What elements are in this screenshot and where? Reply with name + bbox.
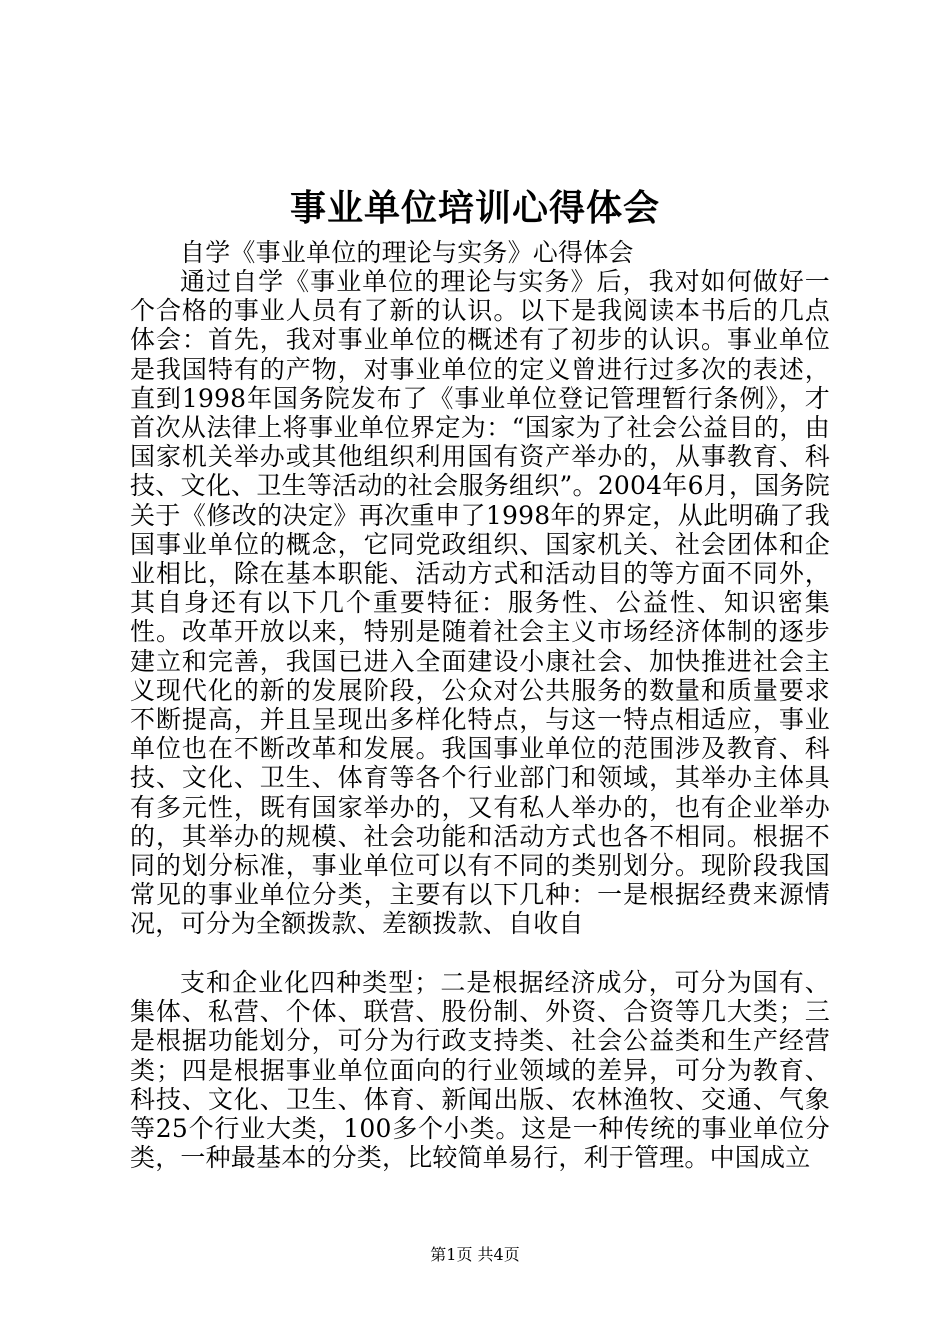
page-footer: 第1页 共4页 [430,1245,520,1264]
subtitle-line: 自学《事业单位的理论与实务》心得体会 [180,238,634,267]
body-paragraph: 通过自学《事业单位的理论与实务》后，我对如何做好一个合格的事业人员有了新的认识。以下是我阅读本书后的几点体会：首先，我对事业单位的概述有了初步的认识。事业单位是我国特有的产物，对事业单位的定义曾进行过多次的表述，直到1998年国务院发布了《事业单位登记管理暂行条例》，才首次从法律上将事业单位界定为：“国家为了社会公益目的，由国家机关举办或其他组织利用国有资产举办的，从事教育、科技、文化、卫生等活动的社会服务组织”。2004年6月，国务院关于《修改的决定》再次重申了1998年的界定，从此明确了我国事业单位的概念，它同党政组织、国家机关、社会团体和企业相比，除在基本职能、活动方式和活动目的等方面不同外，其自身还有以下几个重要特征：服务性、公益性、知识密集性。改革开放以来，特别是随着社会主义市场经济体制的逐步建立和完善，我国已进入全面建设小康社会、加快推进社会主义现代化的新的发展阶段，公众对公共服务的数量和质量要求不断提高，并且呈现出多样化特点，与这一特点相适应，事业单位也在不断改革和发展。我国事业单位的范围涉及教育、科技、文化、卫生、体育等各个行业部门和领域，其举办主体具有多元性，既有国家举办的，又有私人举办的，也有企业举办的，其举办的规模、社会功能和活动方式也各不相同。根据不同的划分标准，事业单位可以有不同的类别划分。现阶段我国常见的事业单位分类，主要有以下几种：一是根据经费来源情况，可分为全额拨款、差额拨款、自收自 [130,267,830,939]
subtitle-block [130,238,830,267]
document-title: 事业单位培训心得体会 [289,187,660,229]
body-paragraph: 支和企业化四种类型；二是根据经济成分，可分为国有、集体、私营、个体、联营、股份制、外资、合资等几大类；三是根据功能划分，可分为行政支持类、社会公益类和生产经营类；四是根据事业单位面向的行业领域的差异，可分为教育、科技、文化、卫生、体育、新闻出版、农林渔牧、交通、气象等25个行业大类，100多个小类。这是一种传统的事业单位分类，一种最基本的分类，比较简单易行，利于管理。中国成立 [130,968,830,1173]
body-paragraph-1-block [130,267,830,939]
body-paragraph-2-block [130,968,830,1172]
